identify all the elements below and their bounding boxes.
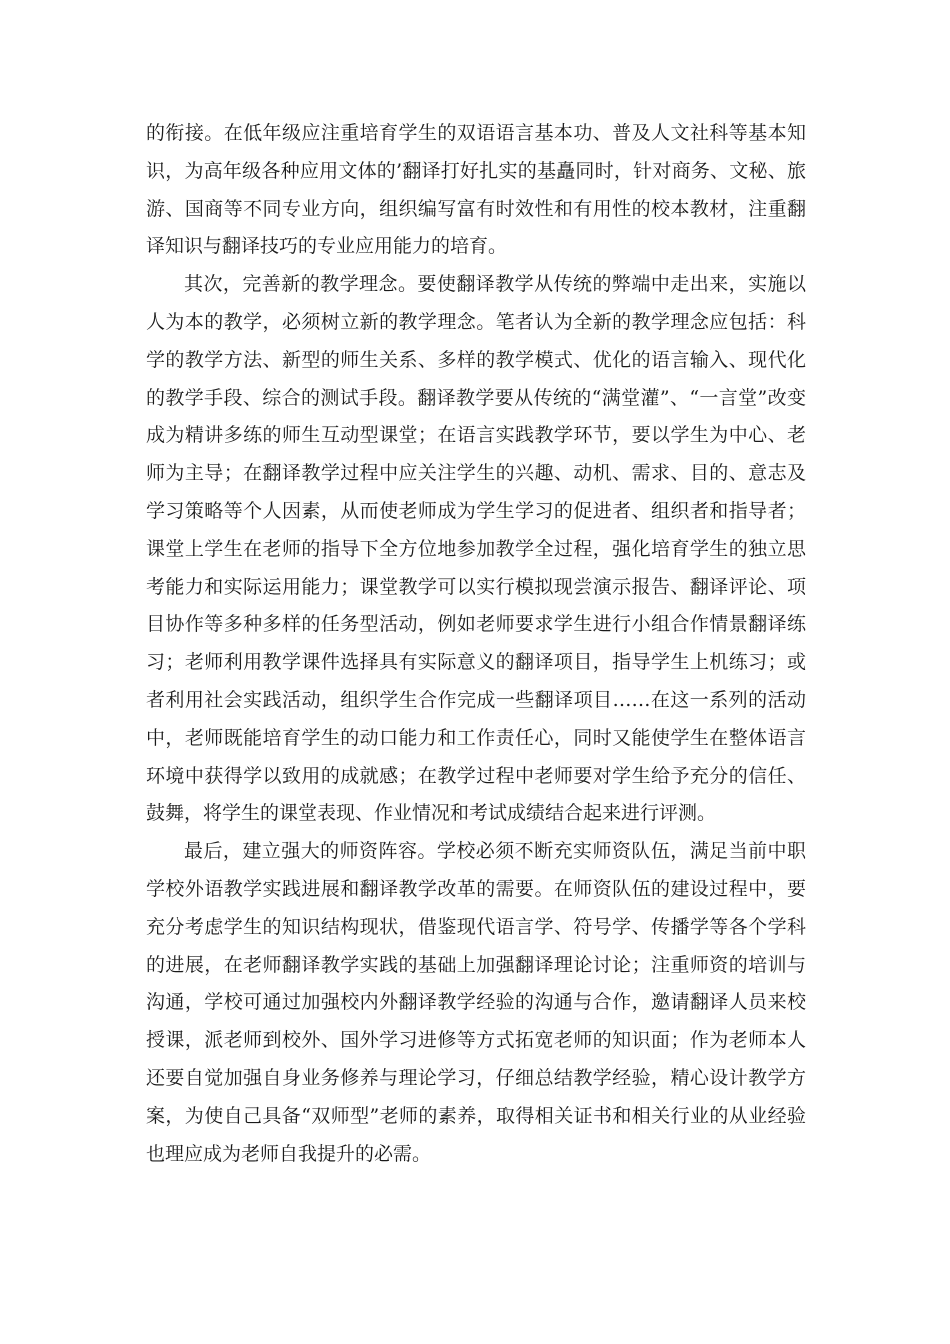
paragraph-teaching-philosophy: 其次，完善新的教学理念。要使翻译教学从传统的弊端中走出来，实施以人为本的教学，必须树立新的教学理念。笔者认为全新的教学理念应包括：科学的教学方法、新型的师生关系、多样的教学模式、优化的语言输入、现代化的教学手段、综合的测试手段。翻译教学要从传统的“满堂灌”、“一言堂”改变成为精讲多练的师生互动型课堂；在语言实践教学环节，要以学生为中心、老师为主导；在翻译教学过程中应关注学生的兴趣、动机、需求、目的、意志及学习策略等个人因素，从而使老师成为学生学习的促进者、组织者和指导者；课堂上学生在老师的指导下全方位地参加教学全过程，强化培育学生的独立思考能力和实际运用能力；课堂教学可以实行模拟现尝演示报告、翻译评论、项目协作等多种多样的任务型活动，例如老师要求学生进行小组合作情景翻译练习；老师利用教学课件选择具有实际意义的翻译项目，指导学生上机练习；或者利用社会实践活动，组织学生合作完成一些翻译项目……在这一系列的活动中，老师既能培育学生的动口能力和工作责任心，同时又能使学生在整体语言环境中获得学以致用的成就感；在教学过程中老师要对学生给予充分的信任、鼓舞，将学生的课堂表现、作业情况和考试成绩结合起来进行评测。 [146, 273, 806, 825]
paragraph-faculty-team: 最后，建立强大的师资阵容。学校必须不断充实师资队伍，满足当前中职学校外语教学实践进展和翻译教学改革的需要。在师资队伍的建设过程中，要充分考虑学生的知识结构现状，借鉴现代语言学、符号学、传播学等各个学科的进展，在老师翻译教学实践的基础上加强翻译理论讨论；注重师资的培训与沟通，学校可通过加强校内外翻译教学经验的沟通与合作，邀请翻译人员来校授课，派老师到校外、国外学习进修等方式拓宽老师的知识面；作为老师本人还要自觉加强自身业务修养与理论学习，仔细总结教学经验，精心设计教学方案，为使自己具备“双师型”老师的素养，取得相关证书和相关行业的从业经验也理应成为老师自我提升的必需。 [146, 840, 806, 1165]
document-page [146, 115, 806, 1173]
paragraph-continuation: 的衔接。在低年级应注重培育学生的双语语言基本功、普及人文社科等基本知识，为高年级各种应用文体的’翻译打好扎实的基矗同时，针对商务、文秘、旅游、国商等不同专业方向，组织编写富有时效性和有用性的校本教材，注重翻译知识与翻译技巧的专业应用能力的培育。 [146, 122, 806, 258]
